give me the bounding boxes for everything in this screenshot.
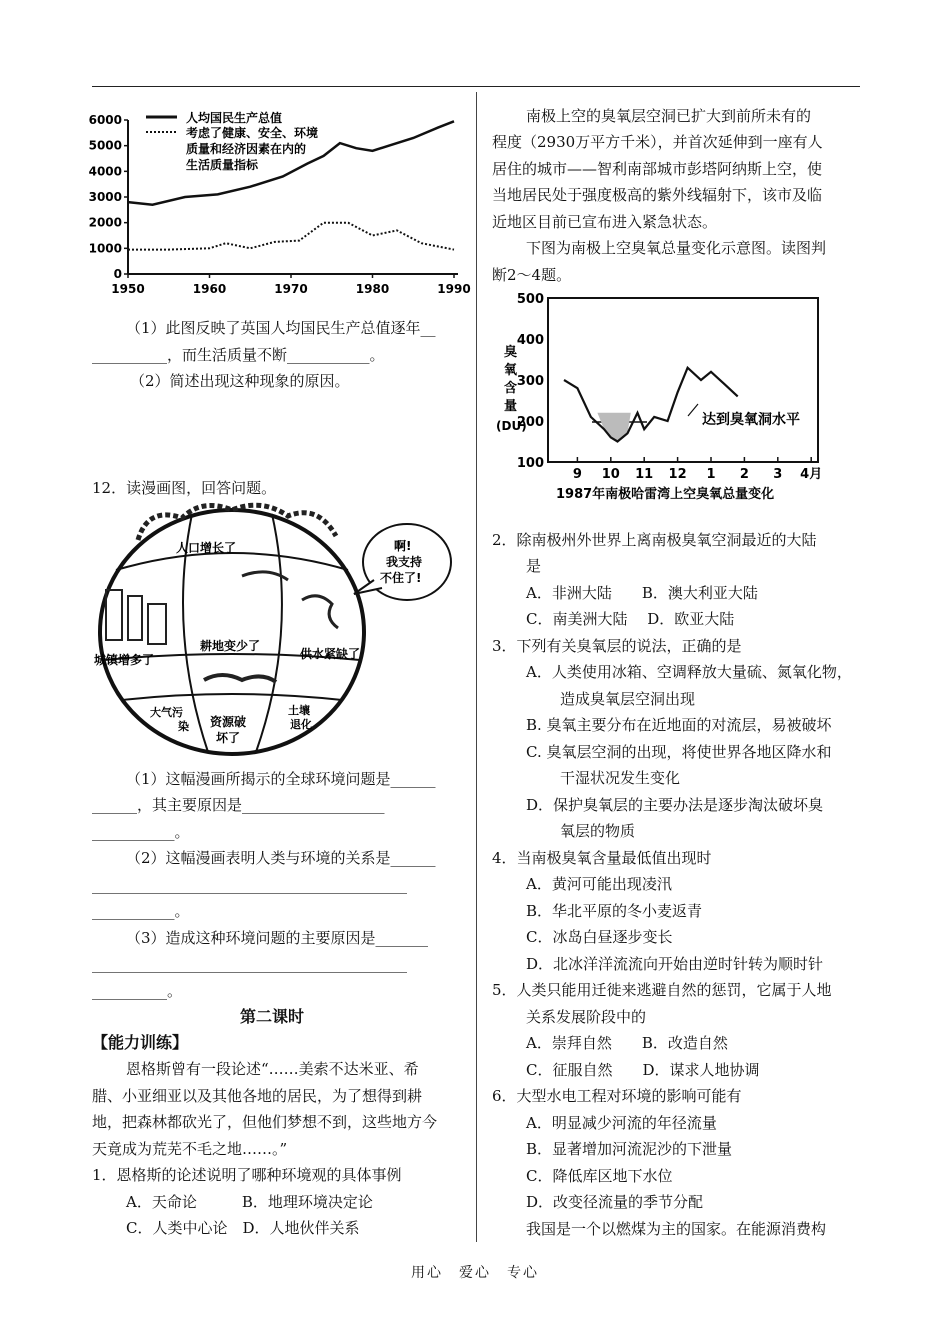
label-farmland: 耕地变少了 [200, 639, 261, 653]
q3-b: B. 臭氧主要分布在近地面的对流层，易被破坏 [526, 716, 832, 734]
chart2-ytick-label: 200 [516, 415, 544, 430]
ozone-p6: 下图为南极上空臭氧总量变化示意图。读图判 [526, 239, 827, 257]
q6: 6．大型水电工程对环境的影响可能有 [492, 1087, 742, 1105]
chart1-ytick-label: 4000 [88, 164, 122, 179]
engels-p4: 天竟成为荒芜不毛之地……。” [92, 1140, 288, 1158]
section-title: 第二课时 [240, 1007, 305, 1026]
chart2-xtick-label: 4月 [800, 467, 823, 482]
ylabel-char-4: 量 [504, 399, 518, 414]
chart2-title: 1987年南极哈雷湾上空臭氧总量变化 [556, 487, 775, 502]
subsection-title: 【能力训练】 [92, 1033, 189, 1052]
q3-a2: 造成臭氧层空洞出现 [560, 690, 696, 708]
chart2-xtick-label: 1 [706, 467, 716, 482]
chart2-xtick-label: 2 [739, 467, 749, 482]
chart1-ytick-label: 0 [113, 267, 122, 281]
q12-2b: __________________________________________ [92, 876, 407, 894]
legend-dotted-label-2: 质量和经济因素在内的 [186, 142, 307, 156]
q5: 5．人类只能用迁徙来逃避自然的惩罚，它属于人地 [492, 981, 832, 999]
q-a1: （1）此图反映了英国人均国民生产总值逐年__ [126, 319, 436, 337]
q12-3a: （3）造成这种环境问题的主要原因是_______ [126, 929, 429, 947]
ozone-chart [492, 286, 842, 506]
ozone-p4: 当地居民处于强度极高的紫外线辐射下，该市及临 [492, 186, 823, 204]
q2-options-cd: C．南美洲大陆 D．欧亚大陆 [526, 610, 735, 628]
legend-dotted-label-1: 考虑了健康、安全、环境 [186, 126, 319, 140]
bubble-text-1: 啊! [394, 539, 412, 553]
q12-title: 12．读漫画图，回答问题。 [92, 479, 277, 497]
q12-2c: ___________。 [92, 902, 190, 920]
label-cities: 城镇增多了 [94, 653, 155, 667]
energy-intro: 我国是一个以燃煤为主的国家。在能源消费构 [526, 1220, 827, 1238]
q3-d2: 氧层的物质 [560, 822, 636, 840]
q12-3c: __________。 [92, 982, 183, 1000]
chart1-ytick-label: 6000 [88, 113, 122, 127]
ozone-p7: 断2～4题。 [492, 266, 572, 284]
label-soil-1: 土壤 [288, 704, 310, 717]
ozone-p5: 近地区目前已宣布进入紧急状态。 [492, 213, 718, 231]
legend-dotted-label-3: 生活质量指标 [186, 158, 259, 172]
q4-a: A．黄河可能出现凌汛 [526, 875, 672, 893]
chart1-xtick-label: 1950 [111, 282, 145, 296]
ozone-p3: 居住的城市——智利南部城市彭塔阿纳斯上空，使 [492, 160, 823, 178]
q3-c2: 干湿状况发生变化 [560, 769, 681, 787]
ylabel-char-1: 臭 [504, 345, 518, 360]
q6-d: D．改变径流量的季节分配 [526, 1193, 704, 1211]
series-quality-line [128, 223, 454, 250]
q4-b: B．华北平原的冬小麦返青 [526, 902, 703, 920]
q-a2: __________，而生活质量不断___________。 [92, 346, 385, 364]
annotation-text: 达到臭氧洞水平 [702, 412, 800, 428]
q3-a1: A．人类使用冰箱、空调释放大量硫、氮氧化物， [526, 663, 852, 681]
q12-1c: ___________。 [92, 823, 190, 841]
q5b: 关系发展阶段中的 [526, 1008, 647, 1026]
legend-solid-label: 人均国民生产总值 [186, 111, 283, 125]
q1-options-cd: C．人类中心论 D．人地伙伴关系 [126, 1219, 360, 1237]
engels-p3: 地，把森林都砍光了，但他们梦想不到，这些地方今 [92, 1113, 438, 1131]
chart2-xtick-label: 10 [601, 467, 620, 482]
chart1-ytick-label: 5000 [88, 138, 122, 153]
chart2-ytick-label: 500 [516, 292, 544, 307]
page-footer: 用心 爱心 专心 [411, 1265, 539, 1281]
bubble-text-3: 不住了! [380, 571, 422, 585]
chart1-xtick-label: 1980 [355, 282, 390, 296]
q1-options-ab: A．天命论 B．地理环境决定论 [126, 1193, 373, 1211]
ylabel-unit: (DU) [496, 419, 527, 433]
chart2-ytick-label: 100 [516, 456, 544, 471]
label-water: 供水紧缺了 [300, 647, 361, 661]
q5-options-ab: A．崇拜自然 B．改造自然 [526, 1034, 728, 1052]
q1: 1．恩格斯的论述说明了哪种环境观的具体事例 [92, 1166, 402, 1184]
q4-d: D．北冰洋洋流流向开始由逆时针转为顺时针 [526, 955, 824, 973]
q6-a: A．明显减少河流的年径流量 [526, 1114, 717, 1132]
label-resources-1: 资源破 [210, 715, 247, 729]
q2-options-ab: A．非洲大陆 B．澳大利亚大陆 [526, 584, 758, 602]
header-rule [92, 86, 860, 87]
engels-p2: 腊、小亚细亚以及其他各地的居民，为了想得到耕 [92, 1087, 423, 1105]
chart2-xtick-label: 3 [773, 467, 783, 482]
q4-c: C．冰岛白昼逐步变长 [526, 928, 673, 946]
q5-options-cd: C．征服自然 D．谋求人地协调 [526, 1061, 760, 1079]
annotation-pointer [688, 404, 698, 416]
ozone-p1: 南极上空的臭氧层空洞已扩大到前所未有的 [526, 107, 812, 125]
label-air-2: 染 [178, 720, 189, 733]
label-soil-2: 退化 [290, 718, 312, 731]
environment-cartoon [92, 500, 462, 760]
q2b: 是 [526, 557, 542, 575]
q12-3b: __________________________________________ [92, 955, 407, 973]
label-air-1: 大气污 [150, 706, 183, 719]
q3-c1: C. 臭氧层空洞的出现，将使世界各地区降水和 [526, 743, 832, 761]
chart2-xtick-label: 12 [668, 467, 687, 482]
q4: 4．当南极臭氧含量最低值出现时 [492, 849, 712, 867]
chart1-xtick-label: 1960 [192, 282, 227, 296]
chart2-ytick-label: 400 [516, 333, 544, 348]
column-divider [476, 92, 477, 1242]
q2: 2．除南极州外世界上离南极臭氧空洞最近的大陆 [492, 531, 817, 549]
q6-c: C．降低库区地下水位 [526, 1167, 673, 1185]
q3: 3．下列有关臭氧层的说法，正确的是 [492, 637, 742, 655]
q3-d1: D．保护臭氧层的主要办法是逐步淘汰破坏臭 [526, 796, 824, 814]
chart1-ytick-label: 1000 [88, 241, 122, 256]
chart1-ytick-label: 3000 [88, 190, 122, 204]
label-resources-2: 坏了 [216, 731, 241, 745]
chart2-xtick-label: 9 [572, 467, 582, 482]
label-population: 人口增长了 [176, 541, 237, 555]
gnp-quality-chart [88, 100, 471, 305]
q12-2a: （2）这幅漫画表明人类与环境的关系是______ [126, 849, 436, 867]
chart1-ytick-label: 2000 [88, 215, 122, 230]
ylabel-char-2: 氧 [504, 363, 518, 378]
chart1-xtick-label: 1970 [274, 282, 308, 296]
q-a3: （2）简述出现这种现象的原因。 [130, 372, 350, 390]
q6-b: B．显著增加河流泥沙的下泄量 [526, 1140, 733, 1158]
ylabel-char-3: 含 [504, 381, 518, 396]
chart2-xtick-label: 11 [635, 467, 654, 482]
engels-p1: 恩格斯曾有一段论述“……美索不达米亚、希 [126, 1060, 419, 1078]
chart2-ytick-label: 300 [516, 374, 544, 389]
series-ozone-line [564, 368, 738, 442]
q12-1a: （1）这幅漫画所揭示的全球环境问题是______ [126, 770, 436, 788]
ozone-p2: 程度（2930万平方千米），并首次延伸到一座有人 [492, 133, 823, 151]
q12-1b: ______，其主要原因是___________________ [92, 796, 385, 814]
chart1-xtick-label: 1990 [437, 282, 471, 296]
bubble-text-2: 我支持 [386, 555, 423, 569]
